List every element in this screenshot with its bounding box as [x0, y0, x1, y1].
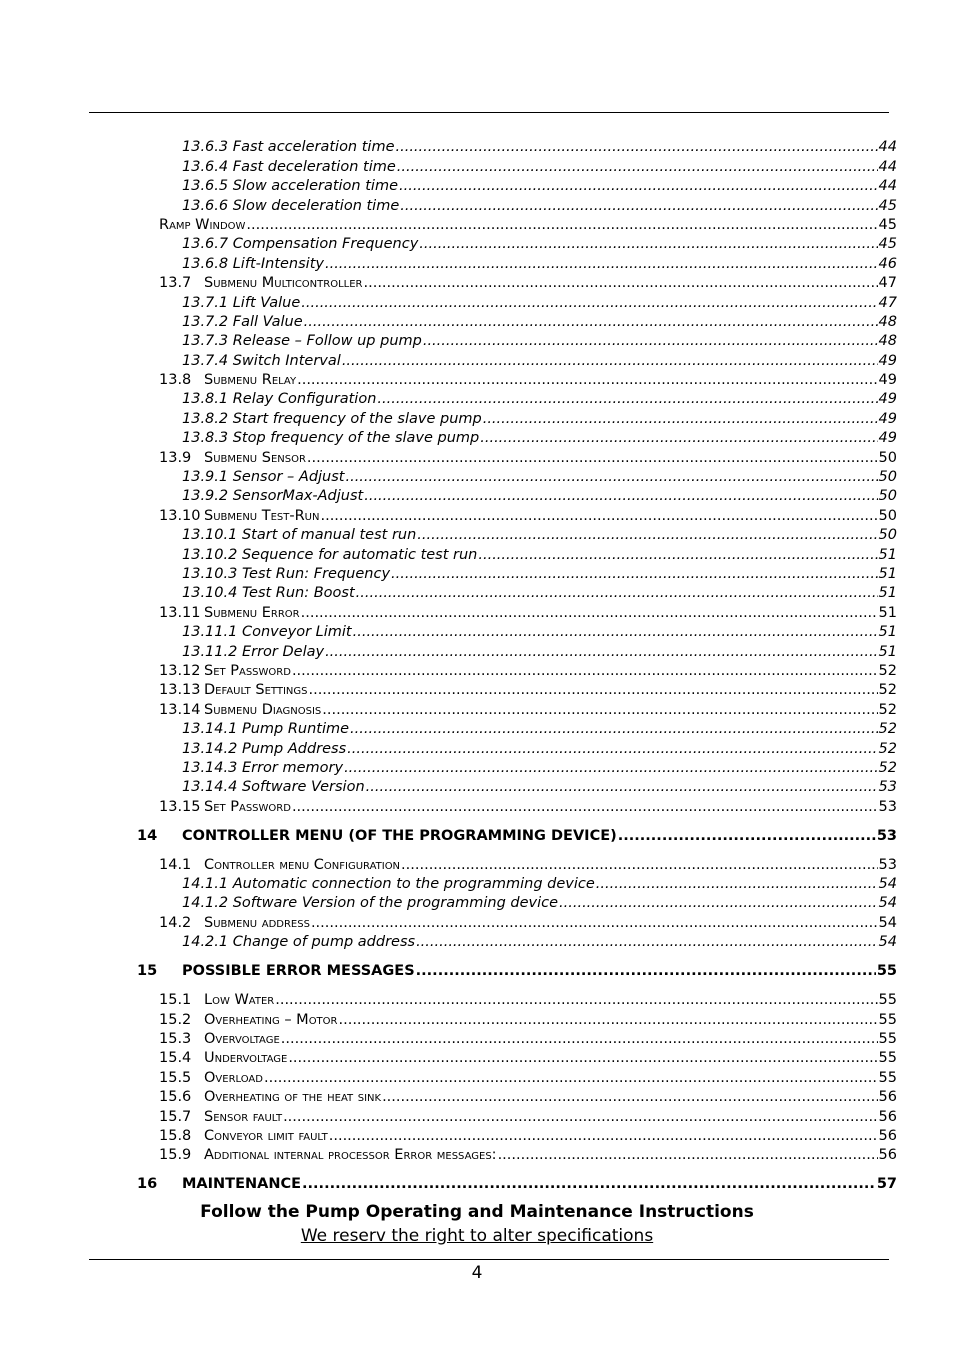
toc-dot-leader — [618, 828, 876, 845]
toc-entry-title: 13.6.5 Slow acceleration time — [182, 178, 398, 195]
toc-entry-title: 13.14.4 Software Version — [182, 779, 365, 796]
toc-entry-title: Overheating – Motor — [204, 1011, 338, 1028]
toc-entry-page: 51 — [878, 624, 897, 641]
toc-dot-leader — [353, 624, 878, 641]
toc-entry-title: 13.6.7 Compensation Frequency — [182, 236, 419, 253]
toc-entry-page: 52 — [878, 759, 897, 776]
toc-entry-title: 13.9.2 SensorMax-Adjust — [182, 488, 364, 505]
toc-entry-page: 53 — [878, 779, 897, 796]
toc-entry[interactable] — [0, 825, 897, 844]
toc-entry-number: 13.14 — [159, 701, 201, 718]
toc-entry-page: 50 — [878, 449, 897, 466]
toc-dot-leader — [322, 702, 877, 719]
toc-dot-leader — [292, 663, 878, 680]
toc-dot-leader — [400, 198, 877, 215]
toc-entry[interactable] — [0, 505, 897, 524]
toc-entry[interactable] — [0, 156, 897, 175]
toc-entry-title: 13.7.1 Lift Value — [182, 294, 301, 311]
toc-entry-title: Sensor fault — [204, 1108, 283, 1125]
toc-dot-leader — [366, 779, 878, 796]
toc-dot-leader — [399, 178, 878, 195]
toc-entry-page: 56 — [878, 1108, 897, 1125]
toc-entry-title: 13.14.3 Error memory — [182, 759, 344, 776]
toc-entry-number: 13.7 — [159, 275, 192, 292]
toc-entry-page: 55 — [878, 1050, 897, 1067]
toc-dot-leader — [339, 1012, 878, 1029]
toc-dot-leader — [416, 963, 876, 980]
toc-entry[interactable] — [0, 893, 897, 912]
toc-entry-number: 15.7 — [159, 1108, 192, 1125]
toc-entry-title: Default Settings — [204, 682, 308, 699]
toc-entry[interactable] — [0, 1067, 897, 1086]
toc-entry-page: 44 — [878, 158, 897, 175]
toc-entry[interactable] — [0, 544, 897, 563]
toc-dot-leader — [304, 314, 878, 331]
toc-entry-title: Overheating of the heat sink — [204, 1089, 382, 1106]
toc-entry-title: Submenu Test-Run — [204, 507, 320, 524]
toc-entry-title: Overvoltage — [204, 1030, 280, 1047]
toc-dot-leader — [344, 760, 877, 777]
toc-entry-number: 13.10 — [159, 507, 201, 524]
toc-entry[interactable] — [0, 215, 897, 234]
toc-entry-page: 51 — [878, 565, 897, 582]
toc-entry-title: Submenu Multicontroller — [204, 275, 363, 292]
toc-dot-leader — [301, 295, 877, 312]
toc-entry-title: CONTROLLER MENU (OF THE PROGRAMMING DEVICE) — [182, 827, 617, 844]
toc-entry-page: 51 — [878, 643, 897, 660]
toc-dot-leader — [396, 139, 878, 156]
toc-entry[interactable] — [0, 874, 897, 893]
toc-entry-title: Submenu address — [204, 914, 310, 931]
toc-entry[interactable] — [0, 1174, 897, 1193]
toc-entry-page: 56 — [878, 1127, 897, 1144]
toc-dot-leader — [596, 876, 878, 893]
toc-dot-leader — [483, 411, 878, 428]
toc-entry-title: Submenu Diagnosis — [204, 701, 322, 718]
toc-entry[interactable] — [0, 486, 897, 505]
toc-entry[interactable] — [0, 1009, 897, 1028]
toc-entry[interactable] — [0, 622, 897, 641]
toc-entry-number: 15.9 — [159, 1147, 192, 1164]
toc-entry-title: Submenu Error — [204, 604, 300, 621]
toc-entry[interactable] — [0, 932, 897, 951]
toc-entry-title: 13.11.1 Conveyor Limit — [182, 624, 352, 641]
toc-entry-page: 54 — [878, 914, 897, 931]
toc-entry-number: 14.2 — [159, 914, 192, 931]
toc-entry[interactable] — [0, 273, 897, 292]
toc-dot-leader — [417, 527, 877, 544]
toc-dot-leader — [478, 547, 877, 564]
toc-entry[interactable] — [0, 961, 897, 980]
toc-entry[interactable] — [0, 583, 897, 602]
toc-entry[interactable] — [0, 350, 897, 369]
toc-entry[interactable] — [0, 525, 897, 544]
toc-entry-title: Submenu Relay — [204, 372, 297, 389]
toc-entry[interactable] — [0, 912, 897, 931]
toc-entry-title: Set Password — [204, 662, 291, 679]
toc-entry[interactable] — [0, 1087, 897, 1106]
toc-entry-page: 56 — [878, 1147, 897, 1164]
toc-entry-page: 50 — [878, 527, 897, 544]
toc-entry-number: 16 — [137, 1176, 158, 1193]
toc-entry[interactable] — [0, 699, 897, 718]
toc-entry-number: 13.13 — [159, 682, 201, 699]
toc-entry-number: 15.1 — [159, 992, 192, 1009]
toc-entry-title: 13.11.2 Error Delay — [182, 643, 325, 660]
toc-dot-leader — [345, 469, 877, 486]
toc-entry-number: 15.5 — [159, 1069, 192, 1086]
toc-entry-page: 52 — [878, 662, 897, 679]
toc-entry-title: 13.7.4 Switch Interval — [182, 352, 341, 369]
toc-entry[interactable] — [0, 758, 897, 777]
toc-entry[interactable] — [0, 195, 897, 214]
toc-dot-leader — [325, 256, 878, 273]
toc-entry-page: 55 — [878, 1069, 897, 1086]
toc-entry-number: 15 — [137, 963, 158, 980]
toc-dot-leader — [288, 1050, 877, 1067]
toc-entry-page: 52 — [878, 701, 897, 718]
toc-entry-title: Submenu Sensor — [204, 449, 306, 466]
toc-dot-leader — [356, 585, 878, 602]
toc-dot-leader — [416, 934, 877, 951]
toc-entry-page: 51 — [878, 546, 897, 563]
toc-entry-page: 45 — [878, 236, 897, 253]
toc-entry-title: MAINTENANCE — [182, 1176, 302, 1193]
toc-dot-leader — [498, 1147, 878, 1164]
toc-entry-title: 13.10.3 Test Run: Frequency — [182, 565, 391, 582]
table-of-contents — [0, 137, 954, 1203]
toc-dot-leader — [297, 372, 877, 389]
toc-entry[interactable] — [0, 738, 897, 757]
toc-dot-leader — [329, 1128, 878, 1145]
toc-dot-leader — [423, 333, 878, 350]
header-rule — [89, 112, 889, 113]
toc-entry-page: 53 — [876, 827, 897, 844]
toc-dot-leader — [364, 275, 878, 292]
toc-entry-page: 55 — [878, 1011, 897, 1028]
toc-entry-page: 49 — [878, 430, 897, 447]
toc-entry-title: 13.7.2 Fall Value — [182, 313, 303, 330]
toc-entry[interactable] — [0, 564, 897, 583]
toc-entry[interactable] — [0, 990, 897, 1009]
toc-entry-page: 50 — [878, 507, 897, 524]
toc-dot-leader — [347, 741, 877, 758]
toc-entry[interactable] — [0, 137, 897, 156]
toc-entry[interactable] — [0, 370, 897, 389]
toc-dot-leader — [246, 217, 877, 234]
toc-entry-page: 50 — [878, 488, 897, 505]
toc-entry[interactable] — [0, 777, 897, 796]
toc-entry-title: Undervoltage — [204, 1050, 288, 1067]
toc-entry-page: 52 — [878, 682, 897, 699]
toc-entry-page: 49 — [878, 352, 897, 369]
toc-entry-page: 49 — [878, 372, 897, 389]
toc-dot-leader — [283, 1109, 877, 1126]
toc-entry[interactable] — [0, 854, 897, 873]
footer-reserve-notice: We reserv the right to alter specifications — [300, 1226, 654, 1246]
toc-entry-number: 13.15 — [159, 798, 201, 815]
toc-entry[interactable] — [0, 292, 897, 311]
toc-dot-leader — [264, 1070, 878, 1087]
toc-entry-number: 13.9 — [159, 449, 192, 466]
toc-entry-page: 49 — [878, 391, 897, 408]
toc-dot-leader — [325, 644, 877, 661]
toc-entry-number: 14.1 — [159, 856, 192, 873]
toc-entry[interactable] — [0, 719, 897, 738]
toc-entry-page: 52 — [878, 740, 897, 757]
toc-entry[interactable] — [0, 331, 897, 350]
toc-entry[interactable] — [0, 408, 897, 427]
toc-entry[interactable] — [0, 253, 897, 272]
toc-entry-page: 51 — [878, 604, 897, 621]
toc-entry-title: 14.1.2 Software Version of the programming device — [182, 895, 559, 912]
toc-dot-leader — [292, 799, 878, 816]
toc-entry[interactable] — [0, 661, 897, 680]
toc-dot-leader — [480, 430, 877, 447]
toc-entry-title: Ramp Window — [159, 216, 246, 233]
toc-entry-title: 13.7.3 Release – Follow up pump — [182, 333, 422, 350]
footer-rule — [89, 1259, 889, 1260]
toc-entry-page: 51 — [878, 585, 897, 602]
toc-dot-leader — [320, 508, 877, 525]
toc-entry-page: 47 — [878, 294, 897, 311]
toc-entry[interactable] — [0, 1106, 897, 1125]
toc-entry-page: 44 — [878, 178, 897, 195]
toc-entry-page: 54 — [878, 895, 897, 912]
toc-entry-page: 53 — [878, 798, 897, 815]
toc-dot-leader — [342, 353, 878, 370]
toc-entry-title: Set Password — [204, 798, 291, 815]
toc-entry-page: 54 — [878, 876, 897, 893]
toc-entry-title: Overload — [204, 1069, 263, 1086]
toc-dot-leader — [308, 682, 877, 699]
toc-entry-page: 52 — [878, 721, 897, 738]
toc-dot-leader — [391, 566, 878, 583]
toc-entry-number: 15.4 — [159, 1050, 192, 1067]
footer-title: Follow the Pump Operating and Maintenance Instructions — [200, 1202, 754, 1222]
toc-dot-leader — [377, 391, 877, 408]
toc-entry-title: 13.8.1 Relay Configuration — [182, 391, 377, 408]
toc-dot-leader — [382, 1089, 877, 1106]
toc-dot-leader — [307, 450, 878, 467]
toc-entry[interactable] — [0, 234, 897, 253]
toc-dot-leader — [302, 1176, 876, 1193]
toc-entry-page: 55 — [878, 1030, 897, 1047]
toc-dot-leader — [401, 857, 878, 874]
toc-entry-number: 13.8 — [159, 372, 192, 389]
toc-dot-leader — [397, 159, 878, 176]
toc-entry[interactable] — [0, 796, 897, 815]
toc-entry-title: 13.6.4 Fast deceleration time — [182, 158, 396, 175]
toc-entry-title: Conveyor limit fault — [204, 1127, 328, 1144]
toc-entry-title: 14.2.1 Change of pump address — [182, 934, 416, 951]
toc-dot-leader — [350, 721, 878, 738]
toc-entry[interactable] — [0, 641, 897, 660]
toc-dot-leader — [364, 488, 877, 505]
toc-dot-leader — [301, 605, 878, 622]
toc-entry-page: 55 — [876, 963, 897, 980]
toc-entry-title: Low Water — [204, 992, 275, 1009]
toc-entry[interactable] — [0, 602, 897, 621]
toc-dot-leader — [559, 895, 878, 912]
toc-entry[interactable] — [0, 389, 897, 408]
toc-entry-page: 46 — [878, 255, 897, 272]
toc-entry-page: 56 — [878, 1089, 897, 1106]
toc-entry[interactable] — [0, 1029, 897, 1048]
toc-entry[interactable] — [0, 1048, 897, 1067]
toc-entry-page: 48 — [878, 333, 897, 350]
toc-entry-number: 14 — [137, 827, 158, 844]
toc-entry-title: 13.14.2 Pump Address — [182, 740, 347, 757]
toc-entry-number: 15.3 — [159, 1030, 192, 1047]
toc-entry[interactable] — [0, 176, 897, 195]
toc-entry-page: 45 — [878, 197, 897, 214]
toc-dot-leader — [311, 915, 878, 932]
toc-entry-title: 13.10.1 Start of manual test run — [182, 527, 417, 544]
toc-entry-title: POSSIBLE ERROR MESSAGES — [182, 963, 415, 980]
toc-entry-title: 13.10.4 Test Run: Boost — [182, 585, 355, 602]
toc-entry-page: 44 — [878, 139, 897, 156]
toc-entry[interactable] — [0, 428, 897, 447]
toc-entry-page: 47 — [878, 275, 897, 292]
toc-entry[interactable] — [0, 447, 897, 466]
toc-entry-page: 49 — [878, 410, 897, 427]
toc-entry-page: 55 — [878, 992, 897, 1009]
toc-dot-leader — [275, 992, 877, 1009]
toc-entry-number: 13.12 — [159, 662, 201, 679]
toc-entry-page: 57 — [876, 1176, 897, 1193]
toc-entry-title: 13.6.6 Slow deceleration time — [182, 197, 400, 214]
toc-entry[interactable] — [0, 1145, 897, 1164]
toc-entry-title: 13.8.3 Stop frequency of the slave pump — [182, 430, 480, 447]
toc-entry-title: Controller menu Configuration — [204, 856, 401, 873]
toc-entry[interactable] — [0, 1126, 897, 1145]
toc-entry-page: 53 — [878, 856, 897, 873]
toc-entry-number: 15.8 — [159, 1127, 192, 1144]
toc-entry-number: 15.6 — [159, 1089, 192, 1106]
toc-entry[interactable] — [0, 680, 897, 699]
toc-entry-title: Additional internal processor Error messages: — [204, 1147, 497, 1164]
page-number: 4 — [471, 1263, 483, 1283]
toc-entry-page: 45 — [878, 216, 897, 233]
toc-entry-title: 14.1.1 Automatic connection to the programming device — [182, 876, 595, 893]
toc-entry-page: 54 — [878, 934, 897, 951]
toc-entry-page: 50 — [878, 469, 897, 486]
toc-entry-number: 13.11 — [159, 604, 201, 621]
toc-entry-title: 13.10.2 Sequence for automatic test run — [182, 546, 478, 563]
toc-entry[interactable] — [0, 467, 897, 486]
toc-entry-title: 13.6.8 Lift-Intensity — [182, 255, 324, 272]
toc-dot-leader — [419, 236, 877, 253]
toc-entry-number: 15.2 — [159, 1011, 192, 1028]
toc-entry-title: 13.6.3 Fast acceleration time — [182, 139, 395, 156]
toc-entry-title: 13.14.1 Pump Runtime — [182, 721, 350, 738]
toc-entry-title: 13.9.1 Sensor – Adjust — [182, 469, 345, 486]
toc-dot-leader — [281, 1031, 878, 1048]
toc-entry[interactable] — [0, 312, 897, 331]
toc-entry-title: 13.8.2 Start frequency of the slave pump — [182, 410, 482, 427]
toc-entry-page: 48 — [878, 313, 897, 330]
